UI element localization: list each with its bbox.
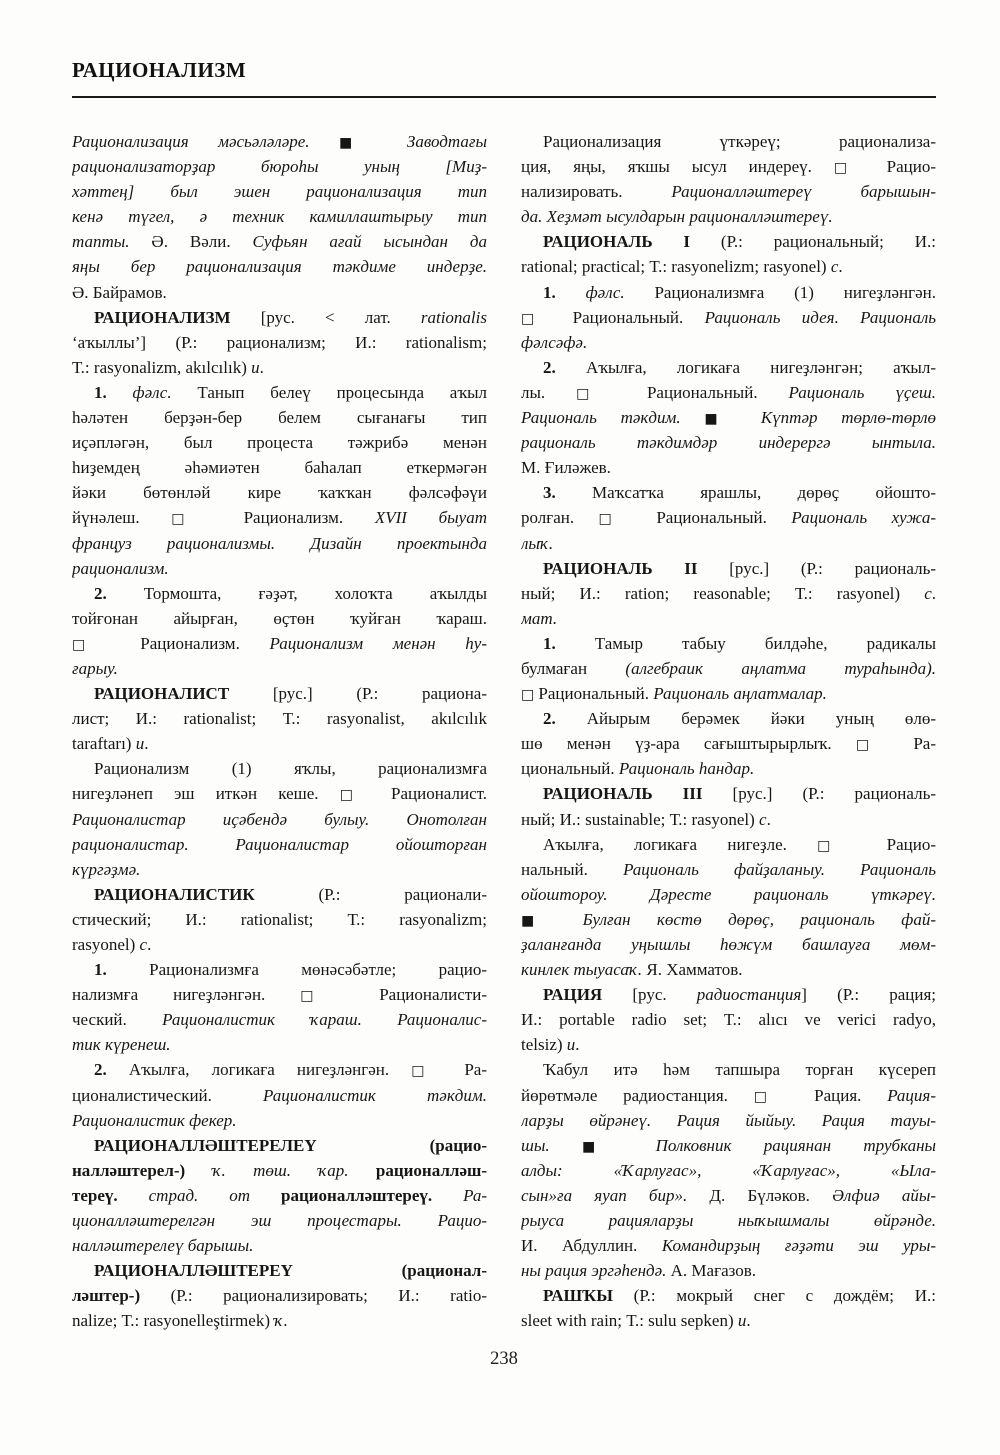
- text-line: һәләтен берҙән-бер белем сығанағы тип: [72, 408, 487, 428]
- text-line: ойоштороу. Дәресте рациональ үткәреү.: [521, 884, 936, 904]
- text-line: Рационалистар иҫәбендә булыу. Онотолған: [72, 809, 487, 829]
- text-line: кенә түгел, ә техник камиллаштырыу тип: [72, 207, 487, 227]
- text-line: И. Абдуллин. Командирҙың ғәҙәти эш уры-: [521, 1236, 936, 1256]
- text-line: Ҡабул итә һәм тапшыра торған күсереп: [543, 1060, 936, 1080]
- text-line: ный; И.: ration; reasonable; Т.: rasyonel) с.: [521, 583, 936, 603]
- text-line: налләштерелеү барышы.: [72, 1236, 254, 1256]
- text-columns: [72, 129, 936, 1334]
- text-line: йәки бөтөнләй кире ҡаҡҡан фәлсәфәүи: [72, 483, 487, 503]
- text-line: кинлек тыуасаҡ. Я. Хамматов.: [521, 960, 743, 980]
- text-line: йөрөтмәле радиостанция. □ Рация. Рация-: [521, 1085, 936, 1105]
- text-line: нализировать. Рационалләштереү барышын-: [521, 182, 936, 202]
- text-line: тереү. страд. от рационалләштереү. Ра-: [72, 1185, 487, 1205]
- text-line: рационализм.: [72, 558, 169, 578]
- text-line: налләштерел-) ҡ. төш. ҡар. рационалләш-: [72, 1160, 487, 1180]
- text-line: рациональ тәкдимдәр индерергә ынтыла.: [521, 433, 936, 453]
- translation-square-icon: □: [817, 837, 857, 854]
- text-line: ны рация эргәһендә. А. Мағазов.: [521, 1261, 757, 1281]
- text-line: күргәҙмә.: [72, 859, 141, 879]
- translation-square-icon: □: [855, 737, 890, 754]
- text-line: taraftarı) и.: [72, 734, 149, 754]
- text-line: шы. ■ Полковник рациянан трубканы: [521, 1135, 936, 1155]
- text-line: РАЦИОНАЛИЗМ [рус. < лат. rationalis: [94, 307, 487, 327]
- text-line: лы. □ Рациональный. Рациональ үҫеш.: [521, 382, 936, 402]
- text-line: 2. Аҡылға, логикаға нигеҙләнгән; аҡыл-: [543, 357, 936, 377]
- text-line: nalize; Т.: rasyonelleştirmek) ҡ.: [72, 1311, 288, 1331]
- page-number: 238: [490, 1348, 518, 1369]
- text-line: rasyonel) с.: [72, 935, 152, 954]
- header-rule: [72, 96, 936, 98]
- translation-square-icon: □: [521, 310, 552, 327]
- text-line: ционалләштерелгән эш процестары. Рацио-: [72, 1211, 487, 1231]
- text-line: рыуса рацияларҙы ныҡышмалы өйрәнде.: [521, 1211, 936, 1231]
- text-line: стический; И.: rationalist; Т.: rasyonalizm;: [72, 909, 487, 929]
- translation-square-icon: □: [576, 385, 617, 402]
- text-line: шө менән үҙ-ара сағыштырырлыҡ. □ Ра-: [521, 734, 936, 754]
- text-line: РАЦИОНАЛИСТ [рус.] (Р.: рациона-: [94, 684, 487, 704]
- text-line: □ Рациональный. Рациональ аңлатмалар.: [521, 684, 827, 704]
- text-line: Рационализация үткәреү; рационализа-: [543, 132, 936, 151]
- text-line: нальный. Рациональ файҙаланыу. Рациональ: [521, 859, 936, 879]
- text-line: РАШҠЫ (Р.: мокрый снег с дождём; И.:: [543, 1286, 936, 1306]
- text-line: француз рационализмы. Дизайн проектында: [72, 533, 487, 553]
- text-line: ция, яңы, яҡшы ысул индереү. □ Рацио-: [521, 157, 936, 177]
- text-line: РАЦИОНАЛЛӘШТЕРЕЛЕҮ (рацио-: [94, 1135, 487, 1155]
- citation-square-icon: ■: [581, 1138, 624, 1155]
- text-line: рационалистар. Рационалистар ойошторған: [72, 834, 487, 854]
- translation-square-icon: □: [598, 511, 632, 528]
- text-line: 2. Тормошта, ғәҙәт, холоҡта аҡылды: [94, 583, 487, 603]
- column-left: [72, 129, 487, 1334]
- text-line: РАЦИОНАЛЬ I (Р.: рациональный; И.:: [543, 232, 936, 252]
- text-line: ‘аҡыллы’] (Р.: рационализм; И.: rationalism;: [72, 332, 487, 352]
- text-line: ный; И.: sustainable; Т.: rasyonel) с.: [521, 809, 771, 829]
- text-line: И.: portable radio set; Т.: alıcı ve verici radyo,: [521, 1010, 936, 1030]
- citation-square-icon: ■: [521, 912, 557, 929]
- text-line: Рационализм (1) яҡлы, рационализмға: [94, 759, 487, 779]
- translation-square-icon: □: [171, 511, 212, 528]
- text-line: rational; practical; Т.: rasyonelizm; rasyonel) с.: [521, 257, 843, 277]
- text-line: нализмға нигеҙләнгән. □ Рационалисти-: [72, 985, 487, 1005]
- text-line: ческий. Рационалистик ҡараш. Рационалис-: [72, 1010, 487, 1030]
- text-line: Рациональ тәкдим. ■ Күптәр төрлө-төрлө: [521, 408, 936, 428]
- text-line: Т.: rasyonalizm, akılcılık) и.: [72, 357, 264, 377]
- text-line: Ә. Байрамов.: [72, 282, 167, 302]
- text-line: 2. Аҡылға, логикаға нигеҙләнгән. □ Ра-: [94, 1060, 487, 1080]
- text-line: иҫәпләгән, был процеста тәжрибә менән: [72, 433, 487, 453]
- text-line: лыҡ.: [521, 533, 554, 553]
- translation-square-icon: □: [753, 1088, 789, 1105]
- text-line: 1. фәлс. Рационализмға (1) нигеҙләнгән.: [543, 282, 936, 302]
- text-line: алды: «Ҡарлуғас», «Ҡарлуғас», «Ыла-: [521, 1160, 936, 1180]
- page-footer: [72, 1349, 936, 1370]
- text-line: 1. Тамыр табыу билдәһе, радикалы: [543, 633, 936, 653]
- translation-square-icon: □: [833, 160, 865, 177]
- text-line: циональный. Рациональ һандар.: [521, 759, 755, 779]
- text-line: мат.: [521, 608, 558, 628]
- translation-square-icon: □: [300, 988, 345, 1005]
- translation-square-icon: □: [411, 1063, 443, 1080]
- running-head: РАЦИОНАЛИЗМ: [72, 58, 247, 82]
- text-line: 1. Рационализмға мөнәсәбәтле; рацио-: [94, 960, 487, 980]
- citation-square-icon: ■: [704, 411, 738, 428]
- text-line: ларҙы өйрәнеү. Рация йыйыу. Рация тауы-: [521, 1110, 936, 1130]
- translation-square-icon: □: [339, 787, 370, 804]
- text-line: булмаған (алгебраик аңлатма тураһында).: [521, 658, 936, 678]
- text-line: 3. Маҡсатҡа ярашлы, дөрөҫ ойошто-: [543, 483, 936, 503]
- translation-square-icon: □: [521, 687, 535, 704]
- text-line: РАЦИОНАЛИСТИК (Р.: рационали-: [94, 884, 487, 904]
- text-line: РАЦИЯ [рус. радиостанция] (Р.: рация;: [543, 985, 936, 1005]
- text-line: 2. Айырым берәмек йәки уның өлө-: [543, 709, 936, 729]
- text-line: М. Ғиләжев.: [521, 458, 611, 478]
- text-line: яңы бер рационализация тәкдиме индерҙе.: [72, 257, 487, 277]
- page-header: [72, 58, 936, 98]
- text-line: ■ Булған көстө дөрөҫ, рациональ фай-: [521, 909, 936, 929]
- text-line: ҙаланғанда уңышлы һөжүм башлауға мөм-: [521, 935, 936, 954]
- text-line: лист; И.: rationalist; Т.: rasyonalist, akılcılık: [72, 709, 487, 729]
- text-line: ғарыу.: [72, 658, 118, 678]
- text-line: фәлсәфә.: [521, 332, 588, 352]
- text-line: сын»ға яуап бир». Д. Бүләков. Әлфиә айы-: [521, 1185, 936, 1205]
- text-line: рационализаторҙар бюроһы уның [Миҙ-: [72, 157, 487, 177]
- text-line: РАЦИОНАЛЬ II [рус.] (Р.: рациональ-: [543, 558, 936, 578]
- text-line: РАЦИОНАЛЬ III [рус.] (Р.: рациональ-: [543, 784, 936, 804]
- translation-square-icon: □: [72, 636, 111, 653]
- text-line: telsiz) и.: [521, 1035, 580, 1055]
- text-line: Рационалистик фекер.: [72, 1110, 237, 1130]
- text-line: Аҡылға, логикаға нигеҙле. □ Рацио-: [543, 834, 936, 854]
- text-line: sleet with rain; Т.: sulu sepken) и.: [521, 1311, 751, 1331]
- text-line: һиҙемдең әһәмиәтен баһалап еткермәгән: [72, 458, 487, 478]
- text-line: тапты. Ә. Вәли. Суфьян ағай ысындан да: [72, 232, 487, 252]
- text-line: тойғонан айырған, өҫтөн ҡуйған ҡараш.: [72, 608, 487, 628]
- text-line: хәттең] был эшен рационализация тип: [72, 182, 487, 202]
- text-line: □ Рационализм. Рационализм менән һу-: [72, 633, 487, 653]
- column-right: [521, 129, 936, 1334]
- citation-square-icon: ■: [339, 135, 378, 151]
- text-line: 1. фәлс. Танып белеү процесында аҡыл: [94, 382, 487, 402]
- text-line: йүнәлеш. □ Рационализм. XVII быуат: [72, 508, 487, 528]
- text-line: РАЦИОНАЛЛӘШТЕРЕҮ (рационал-: [94, 1261, 487, 1281]
- text-line: тик күренеш.: [72, 1035, 171, 1055]
- text-line: ләштер-) (Р.: рационализировать; И.: ratio-: [72, 1286, 487, 1306]
- text-line: Рационализация мәсьәләләре. ■ Заводтағы: [72, 132, 487, 151]
- text-line: нигеҙләнеп эш иткән кеше. □ Рационалист.: [72, 784, 487, 804]
- text-line: ционалистический. Рационалистик тәкдим.: [72, 1085, 487, 1105]
- text-line: да. Хеҙмәт ысулдарын рационалләштереү.: [521, 207, 833, 227]
- text-line: ролған. □ Рациональный. Рациональ хужа-: [521, 508, 936, 528]
- text-line: □ Рациональный. Рациональ идея. Рациональ: [521, 307, 936, 327]
